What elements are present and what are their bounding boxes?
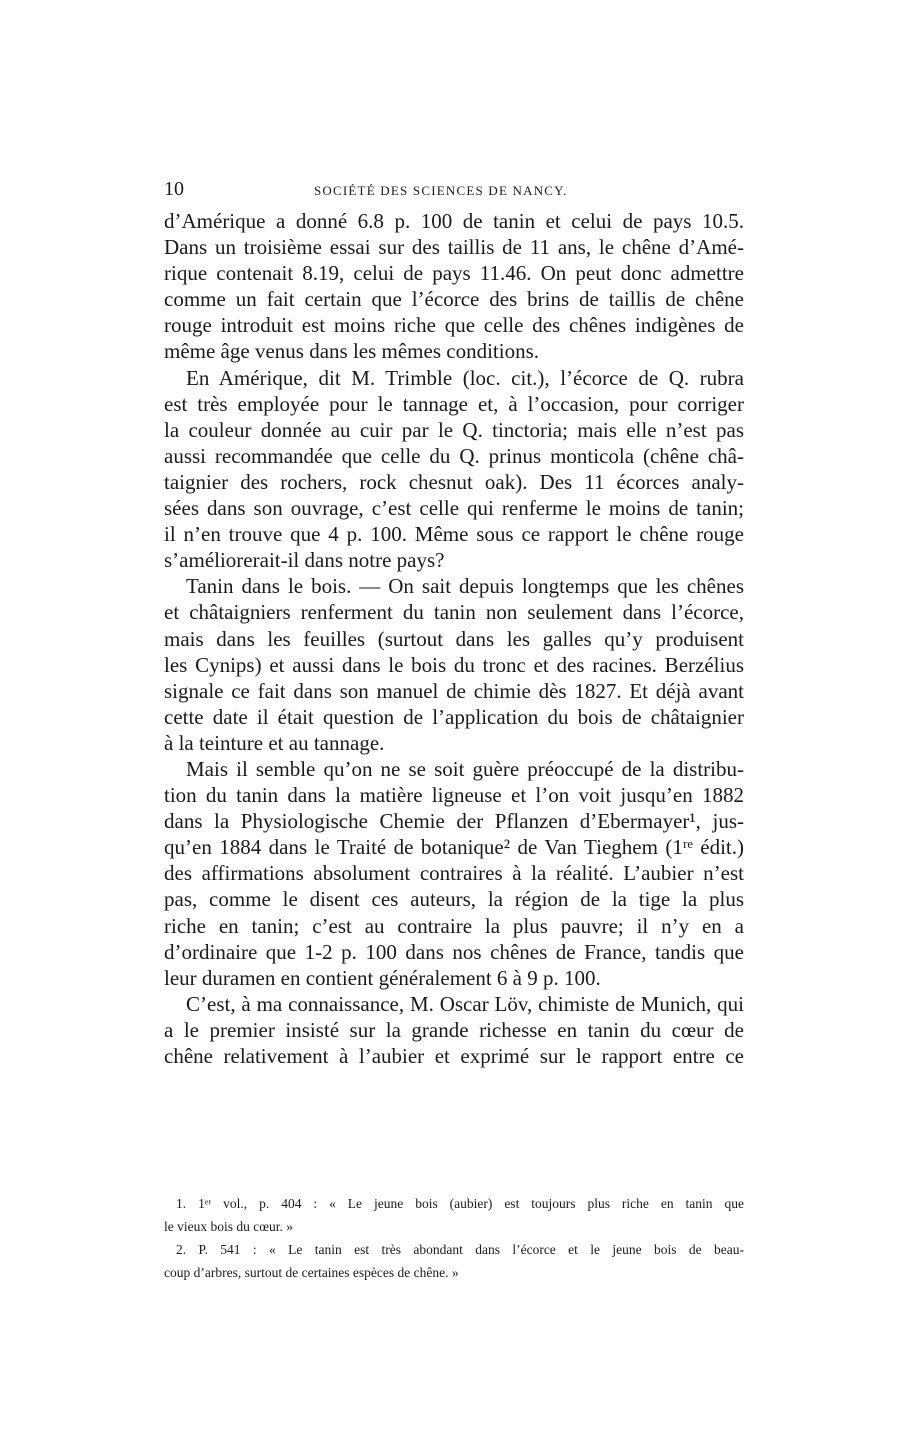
- text-line: aussi recommandée que celle du Q. prinus monticola (chêne châ-: [164, 443, 744, 468]
- text-line: comme un fait certain que l’écorce des brins de taillis de chêne: [164, 287, 744, 312]
- text-line: taignier des rochers, rock chesnut oak). Des 11 écorces analy-: [164, 469, 744, 494]
- text-line: d’Amérique a donné 6.8 p. 100 de tanin et celui de pays 10.5.: [164, 209, 744, 233]
- footnote-line: coup d’arbres, surtout de certaines espèces de chêne. »: [164, 1265, 459, 1280]
- footnotes: [164, 1192, 744, 1284]
- text-line: Dans un troisième essai sur des taillis de 11 ans, le chêne d’Amé-: [164, 235, 744, 260]
- text-line: rouge introduit est moins riche que celle des chênes indigènes de: [164, 313, 744, 338]
- footnote-line: 1. 1ᵉʳ vol., p. 404 : « Le jeune bois (aubier) est toujours plus riche en tanin que: [176, 1196, 744, 1211]
- text-line: a le premier insisté sur la grande richesse en tanin du cœur de: [164, 1017, 744, 1042]
- text-line: qu’en 1884 dans le Traité de botanique² de Van Tieghem (1ʳᵉ édit.): [164, 835, 744, 860]
- text-line: signale ce fait dans son manuel de chimie dès 1827. Et déjà avant: [164, 678, 744, 703]
- page-number: 10: [164, 178, 184, 200]
- text-line: des affirmations absolument contraires à la réalité. L’aubier n’est: [164, 861, 744, 886]
- running-title: SOCIÉTÉ DES SCIENCES DE NANCY.: [314, 183, 568, 198]
- text-line: sées dans son ouvrage, c’est celle qui renferme le moins de tanin;: [164, 496, 744, 521]
- text-line: s’améliorerait-il dans notre pays?: [164, 548, 445, 573]
- text-line: à la teinture et au tannage.: [164, 730, 385, 755]
- text-line: chêne relativement à l’aubier et exprimé sur le rapport entre ce: [164, 1044, 744, 1068]
- text-line: est très employée pour le tannage et, à l’occasion, pour corriger: [164, 391, 744, 416]
- footnote-line: 2. P. 541 : « Le tanin est très abondant dans l’écorce et le jeune bois de beau-: [176, 1242, 744, 1257]
- text-line: la couleur donnée au cuir par le Q. tinctoria; mais elle n’est pas: [164, 417, 744, 442]
- text-line: cette date il était question de l’application du bois de châtaignier: [164, 704, 744, 729]
- text-line: mais dans les feuilles (surtout dans les galles qu’y produisent: [164, 626, 744, 651]
- text-line: C’est, à ma connaissance, M. Oscar Löv, chimiste de Munich, qui: [186, 991, 744, 1016]
- text-line: leur duramen en contient généralement 6 à 9 p. 100.: [164, 965, 601, 990]
- text-line: Tanin dans le bois. — On sait depuis longtemps que les chênes: [186, 574, 744, 599]
- text-line: les Cynips) et aussi dans le bois du tronc et des racines. Berzélius: [164, 652, 744, 677]
- text-line: pas, comme le disent ces auteurs, la région de la tige la plus: [164, 887, 744, 912]
- text-line: Mais il semble qu’on ne se soit guère préoccupé de la distribu-: [186, 756, 744, 781]
- text-line: même âge venus dans les mêmes conditions.: [164, 339, 539, 364]
- text-line: riche en tanin; c’est au contraire la plus pauvre; il n’y en a: [164, 913, 744, 938]
- text-line: En Amérique, dit M. Trimble (loc. cit.), l’écorce de Q. rubra: [186, 365, 744, 390]
- text-line: d’ordinaire que 1-2 p. 100 dans nos chênes de France, tandis que: [164, 939, 744, 964]
- text-line: dans la Physiologische Chemie der Pflanzen d’Ebermayer¹, jus-: [164, 809, 744, 834]
- text-line: et châtaigniers renferment du tanin non seulement dans l’écorce,: [164, 600, 744, 625]
- page-body: [164, 178, 744, 1069]
- text-line: tion du tanin dans la matière ligneuse et l’on voit jusqu’en 1882: [164, 783, 744, 808]
- text-line: rique contenait 8.19, celui de pays 11.46. On peut donc admettre: [164, 261, 744, 286]
- text-line: il n’en trouve que 4 p. 100. Même sous ce rapport le chêne rouge: [164, 522, 744, 547]
- page-header: [164, 178, 744, 208]
- footnote-line: le vieux bois du cœur. »: [164, 1219, 293, 1234]
